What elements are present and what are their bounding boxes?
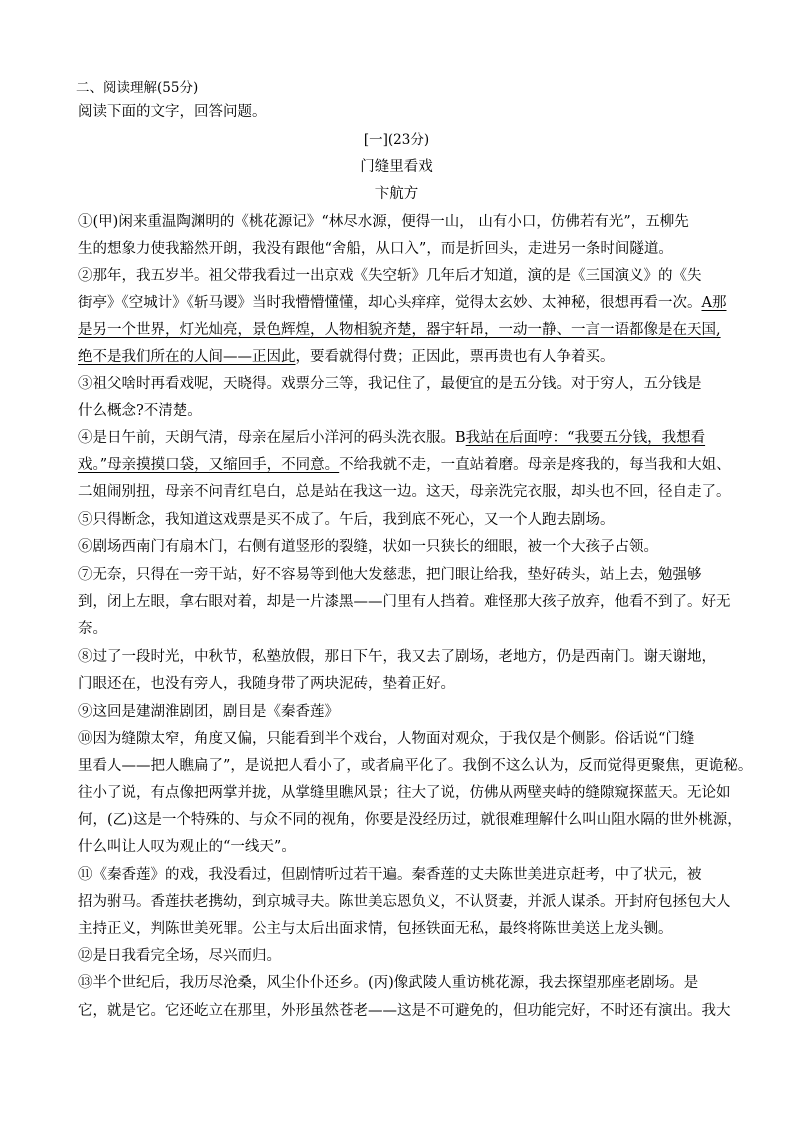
instruction-text: 阅读下面的文字，回答问题。 <box>78 104 267 120</box>
line-text: 不给我就不走，一直站着磨。母亲是疼我的，每当我和大姐、 <box>339 457 731 473</box>
paragraph-line: 门眼还在，也没有旁人，我随身带了两块泥砖，垫着正好。 <box>78 676 455 692</box>
paragraph-line <box>78 347 718 367</box>
article-title: 门缝里看戏 <box>360 159 433 175</box>
paragraph-line: 什么概念?不清楚。 <box>78 403 202 419</box>
paragraph-line: ③祖父啥时再看戏呢，天晓得。戏票分三等，我记住了，最便宜的是五分钱。对于穷人，五分钱是 <box>78 376 702 392</box>
paragraph-line <box>78 428 718 448</box>
paragraph-line: ⑤只得断念，我知道这戏票是买不成了。午后，我到底不死心，又一个人跑去剧场。 <box>78 512 615 528</box>
part-label: [一](23分) <box>363 132 430 148</box>
paragraph-line: 二姐闹别扭，母亲不问青红皂白，总是站在我这一边。这天，母亲洗完衣服，却头也不回，径自走了。 <box>78 484 731 500</box>
paragraph-line: 什么叫让人叹为观止的“一线天”。 <box>78 839 296 855</box>
paragraph-line <box>78 293 727 313</box>
paragraph-line: 何，(乙)这是一个特殊的、与众不同的视角，你要是没经历过，就很难理解什么叫山阻水隔的世外桃源， <box>78 812 742 828</box>
paragraph-line <box>78 455 731 475</box>
paragraph-line: ①(甲)闲来重温陶渊明的《桃花源记》“林尽水源，便得一山， 山有小口，仿佛若有光”，五柳先 <box>78 214 689 230</box>
line-text: ，要看就得付费；正因此，票再贵也有人争着买。 <box>295 349 615 365</box>
paragraph-line: ⑥剧场西南门有扇木门，右侧有道竖形的裂缝，状如一只狭长的细眼，被一个大孩子占领。 <box>78 539 658 555</box>
paragraph-line: 招为驸马。香莲扶老携幼，到京城寻夫。陈世美忘恩负义，不认贤妻，并派人谋杀。开封府包拯包大人 <box>78 894 731 910</box>
paragraph-line: ⑬半个世纪后，我历尽沧桑，风尘仆仆还乡。(丙)像武陵人重访桃花源，我去探望那座老剧场。是 <box>78 975 699 991</box>
underlined-sentence-a: 是另一个世界，灯光灿亮，景色辉煌，人物相貌齐楚，器宇轩昂，一动一静、一言一语都像是在天国, <box>78 322 721 338</box>
paragraph-line: 主持正义，判陈世美死罪。公主与太后出面求情，包拯铁面无私，最终将陈世美送上龙头铡。 <box>78 921 673 937</box>
paragraph-line: 它，就是它。它还屹立在那里，外形虽然苍老——这是不可避免的，但功能完好，不时还有演出。我大 <box>78 1003 731 1019</box>
paragraph-line: ⑪《秦香莲》的戏，我没看过，但剧情听过若干遍。秦香莲的丈夫陈世美进京赶考，中了状元，被 <box>78 867 702 883</box>
article-author: 卞航方 <box>374 186 419 202</box>
underlined-sentence-b: 我站在后面哼：“我要五分钱，我想看 <box>465 430 706 446</box>
underlined-sentence-a: A那 <box>701 295 727 311</box>
paragraph-line: ②那年，我五岁半。祖父带我看过一出京戏《失空斩》几年后才知道，演的是《三国演义》的《失 <box>78 268 702 284</box>
paragraph-line: ⑦无奈，只得在一旁干站，好不容易等到他大发慈悲，把门眼让给我，垫好砖头，站上去，勉强够 <box>78 567 702 583</box>
paragraph-line: ⑨这回是建湖淮剧团，剧目是《秦香莲》 <box>78 704 339 720</box>
paragraph-line: ⑧过了一段时光，中秋节，私塾放假，那日下午，我又去了剧场，老地方，仍是西南门。谢天谢地， <box>78 649 716 665</box>
underlined-sentence-a: 绝不是我们所在的人间——正因此 <box>78 349 296 365</box>
underlined-sentence-b: 戏。”母亲摸摸口袋，又缩回手，不同意。 <box>78 457 340 473</box>
paragraph-line: 里看人——把人瞧扁了”，是说把人看小了，或者扁平化了。我倒不这么认为，反而觉得更聚焦，更诡秘。 <box>78 758 753 774</box>
paragraph-line: 往小了说，有点像把两掌并拢，从掌缝里瞧风景；往大了说，仿佛从两壁夹峙的缝隙窥探蓝天。无论如 <box>78 785 731 801</box>
line-text: ④是日午前，天朗气清，母亲在屋后小洋河的码头洗衣服。B <box>78 430 466 446</box>
line-text: 街亭》《空城计》《斩马谡》当时我懵懵懂懂，却心头痒痒，觉得太玄妙、太神秘，很想再看一次。 <box>78 295 702 311</box>
paragraph-line: 到，闭上左眼，拿右眼对着，却是一片漆黑——门里有人挡着。难怪那大孩子放弃，他看不到了。好无 <box>78 594 731 610</box>
paragraph-line: ⑩因为缝隙太窄，角度又偏，只能看到半个戏台，人物面对观众，于我仅是个侧影。俗话说“门缝 <box>78 731 695 747</box>
paragraph-line: 生的想象力使我豁然开朗，我没有跟他“舍船，从口入”，而是折回头，走进另一条时间隧道。 <box>78 241 673 257</box>
section-title: 二、阅读理解(55分) <box>76 80 199 96</box>
paragraph-line: ⑫是日我看完全场，尽兴而归。 <box>78 948 281 964</box>
paragraph-line: 奈。 <box>78 621 107 637</box>
